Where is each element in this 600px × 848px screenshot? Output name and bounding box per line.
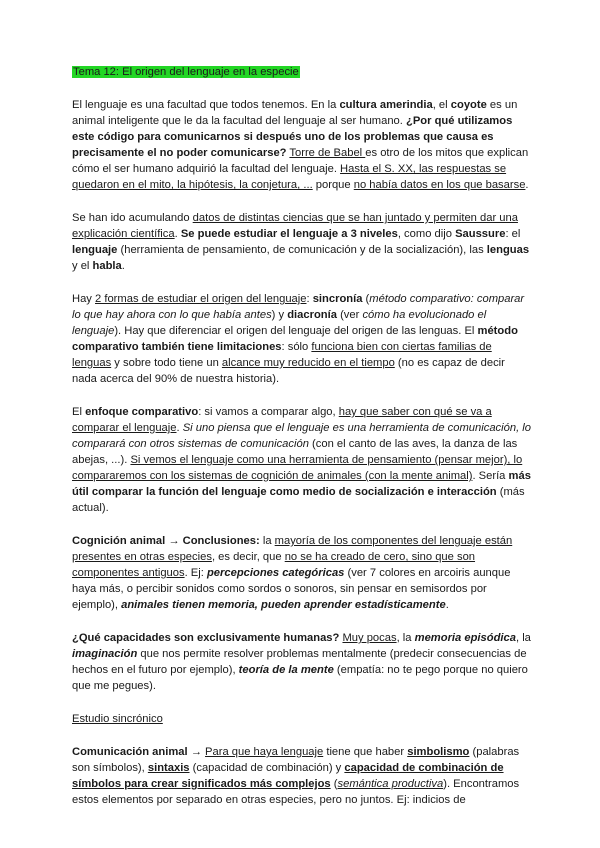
text-run: mayoría de los componentes del lenguaje están presentes en otras especies xyxy=(72,535,513,563)
text-run: sintaxis xyxy=(147,762,190,774)
text-run: 2 formas de estudiar el origen del lenguaje xyxy=(95,293,307,305)
text-run: (palabras son símbolos), xyxy=(72,746,520,774)
text-run: Se han ido acumulando xyxy=(72,212,193,224)
text-run: método comparativo también tiene limitaciones xyxy=(72,325,518,353)
text-run: funciona bien con ciertas familias de lenguas xyxy=(72,341,492,369)
paragraph-human-capacities xyxy=(72,630,532,694)
text-run: Hay xyxy=(72,293,96,305)
text-run: (con el canto de las aves, la danza de las abejas, ...). xyxy=(72,438,518,466)
paragraph-intro xyxy=(72,97,532,193)
text-run: . Ej: xyxy=(184,567,207,579)
text-run: que nos permite resolver problemas mentalmente (predecir consecuencias de hechos en el futuro por ejemplo), xyxy=(72,648,527,676)
text-run: Comunicación animal xyxy=(72,746,188,758)
text-run: lenguas xyxy=(486,244,530,256)
text-run: sincronía xyxy=(312,293,363,305)
text-run: , la xyxy=(515,632,531,644)
text-run: percepciones categóricas xyxy=(206,567,345,579)
text-run: (capacidad de combinación) y xyxy=(189,762,345,774)
text-run: , la xyxy=(396,632,415,644)
text-run: : el xyxy=(505,228,521,240)
text-run: no se ha creado de cero, sino que son componentes antiguos xyxy=(72,551,476,579)
text-run: imaginación xyxy=(72,648,138,660)
text-run: ¿Por qué utilizamos este código para comunicarnos si después uno de los problemas que causa es precisamente el no poder comunicarse? xyxy=(72,115,513,159)
text-run: teoría de la mente xyxy=(238,664,334,676)
text-run: Muy pocas xyxy=(342,632,397,644)
title-line xyxy=(72,64,532,80)
text-run: . xyxy=(174,228,181,240)
text-run: . Sería xyxy=(472,470,509,482)
text-run: semántica productiva xyxy=(337,778,444,790)
text-run: lenguaje xyxy=(72,244,118,256)
text-run: (no es capaz de decir nada acerca del 90% de nuestra historia). xyxy=(72,357,505,385)
text-run: enfoque comparativo xyxy=(85,406,199,418)
text-run: es otro de los mitos que explican cómo el ser humano adquirió la facultad del lenguaje. xyxy=(72,147,529,175)
text-run: coyote xyxy=(450,99,487,111)
text-run: ). Hay que diferenciar el origen del lenguaje del origen de las lenguas. El xyxy=(114,325,478,337)
text-run: tiene que haber xyxy=(323,746,408,758)
paragraph-cognition xyxy=(72,533,532,613)
text-run: → xyxy=(187,746,206,758)
text-run: : sólo xyxy=(281,341,312,353)
text-run: Se puede estudiar el lenguaje a 3 niveles xyxy=(180,228,398,240)
text-run: ( xyxy=(330,778,338,790)
text-run: : si vamos a comparar algo, xyxy=(198,406,339,418)
text-run: ¿Qué capacidades son exclusivamente humanas? xyxy=(72,632,340,644)
text-run: . xyxy=(176,422,183,434)
text-run: memoria episódica xyxy=(414,632,516,644)
text-run: y sobre todo tiene un xyxy=(111,357,222,369)
text-run: ( xyxy=(362,293,370,305)
paragraph-levels xyxy=(72,210,532,274)
text-run: Para que haya lenguaje xyxy=(205,746,324,758)
text-run: , el xyxy=(432,99,451,111)
text-run: cómo ha evolucionado el lenguaje xyxy=(72,309,487,337)
document-page xyxy=(72,64,532,825)
text-run: cultura amerindia xyxy=(339,99,433,111)
text-run: El xyxy=(72,406,86,418)
text-run: hay que saber con qué se va a comparar el lenguaje xyxy=(72,406,492,434)
text-run: animales tienen memoria, pueden aprender estadísticamente xyxy=(121,599,446,611)
text-run: más útil comparar la función del lenguaje como medio de socialización e interacción xyxy=(72,470,531,498)
text-run: (más actual). xyxy=(72,486,525,514)
text-run: no había datos en los que basarse xyxy=(353,179,526,191)
text-run: Si uno piensa que el lenguaje es una herramienta de comunicación, lo comparará con otros sistemas de comunicación xyxy=(72,422,531,450)
text-run: Hasta el S. XX, las respuestas se quedaron en el mito, la hipótesis, la conjetura, ... xyxy=(72,163,507,191)
text-run: alcance muy reducido en el tiempo xyxy=(221,357,395,369)
text-run: es un animal inteligente que le da la facultad del lenguaje al ser humano. xyxy=(72,99,518,127)
text-run: datos de distintas ciencias que se han juntado y permiten dar una explicación científica xyxy=(72,212,518,240)
text-run: . xyxy=(121,260,125,272)
text-run: porque xyxy=(312,179,354,191)
text-run: El lenguaje es una facultad que todos tenemos. En la xyxy=(72,99,340,111)
text-run: , como dijo xyxy=(397,228,456,240)
text-run: simbolismo xyxy=(407,746,470,758)
text-run: (empatía: no te pego porque no quiero que me pegues). xyxy=(72,664,528,692)
text-run: método comparativo: comparar lo que hay ahora con lo que había antes xyxy=(72,293,525,321)
text-run: capacidad de combinación de símbolos para crear significados más complejos xyxy=(72,762,504,790)
document-title: Tema 12: El origen del lenguaje en la especie xyxy=(73,66,299,78)
text-run: : xyxy=(306,293,313,305)
section-heading: Estudio sincrónico xyxy=(72,713,163,725)
text-run: y el xyxy=(72,260,93,272)
paragraph-comparative xyxy=(72,404,532,516)
text-run: (herramienta de pensamiento, de comunicación y de la socialización), las xyxy=(117,244,487,256)
text-run: Cognición animal → Conclusiones: xyxy=(72,535,260,547)
text-run: (ver xyxy=(336,309,363,321)
text-run: . xyxy=(445,599,449,611)
paragraph-animal-communication xyxy=(72,744,532,808)
text-run: (ver 7 colores en arcoiris aunque haya más, o percibir sonidos como sordos o sonoros, sin pensar en semisordos por ejemplo), xyxy=(72,567,511,611)
text-run: la xyxy=(259,535,275,547)
text-run: Si vemos el lenguaje como una herramienta de pensamiento (pensar mejor), lo compararemos con los sistemas de cognición de animales (con la mente animal) xyxy=(72,454,523,482)
text-run: diacronía xyxy=(287,309,337,321)
text-run: . xyxy=(525,179,529,191)
text-run: Saussure xyxy=(455,228,506,240)
text-run: ) y xyxy=(271,309,288,321)
text-run: Torre de Babel xyxy=(289,147,366,159)
text-run: , es decir, que xyxy=(211,551,285,563)
paragraph-methods xyxy=(72,291,532,387)
text-run: ). Encontramos estos elementos por separado en otras especies, pero no juntos. Ej: indicios de xyxy=(72,778,520,806)
text-run: habla xyxy=(92,260,122,272)
